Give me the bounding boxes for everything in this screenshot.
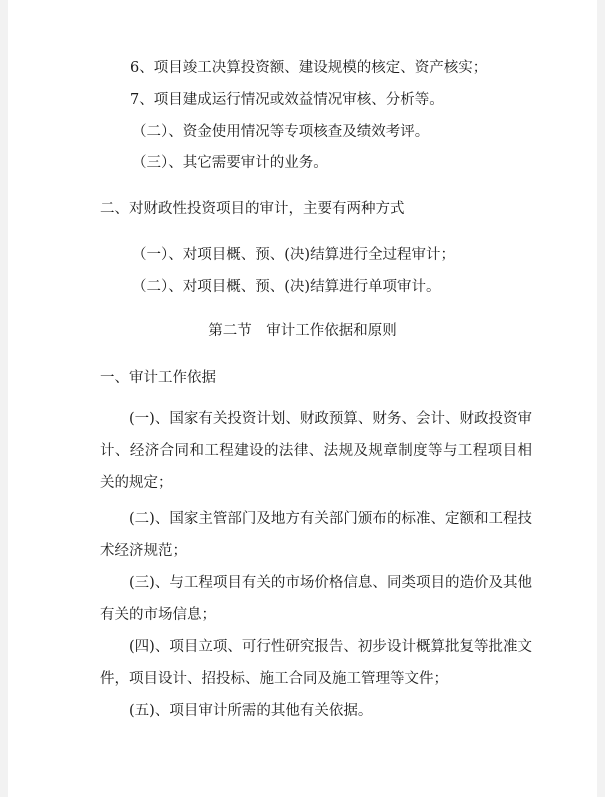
basis-paragraph-4: (四)、项目立项、可行性研究报告、初步设计概算批复等批准文件，项目设计、招投标、施工合同及施工管理等文件； xyxy=(100,639,532,687)
document-page xyxy=(8,0,597,797)
basis-paragraph-2: (二)、国家主管部门及地方有关部门颁布的标准、定额和工程技术经济规范； xyxy=(100,511,532,559)
method-single-item: （二）、对项目概、预、(决)结算进行单项审计。 xyxy=(132,279,441,295)
basis-paragraph-1: (一)、国家有关投资计划、财政预算、财务、会计、财政投资审计、经济合同和工程建设的法律、法规及规章制度等与工程项目相关的规定； xyxy=(100,411,532,491)
list-item-7: 7、项目建成运行情况或效益情况审核、分析等。 xyxy=(130,92,444,108)
list-item-6: 6、项目竣工决算投资额、建设规模的核定、资产核实； xyxy=(130,60,488,76)
heading-audit-methods: 二、对财政性投资项目的审计，主要有两种方式 xyxy=(100,201,405,217)
section-title: 第二节 审计工作依据和原则 xyxy=(208,323,397,339)
basis-paragraph-3: (三)、与工程项目有关的市场价格信息、同类项目的造价及其他有关的市场信息； xyxy=(100,575,532,623)
method-full-process: （一）、对项目概、预、(决)结算进行全过程审计； xyxy=(132,247,456,263)
list-item-other-audits: （三）、其它需要审计的业务。 xyxy=(132,155,328,171)
basis-paragraph-5: (五)、项目审计所需的其他有关依据。 xyxy=(129,703,373,719)
heading-audit-basis: 一、审计工作依据 xyxy=(100,370,216,386)
list-item-fund-usage: （二）、资金使用情况等专项核查及绩效考评。 xyxy=(132,124,430,140)
